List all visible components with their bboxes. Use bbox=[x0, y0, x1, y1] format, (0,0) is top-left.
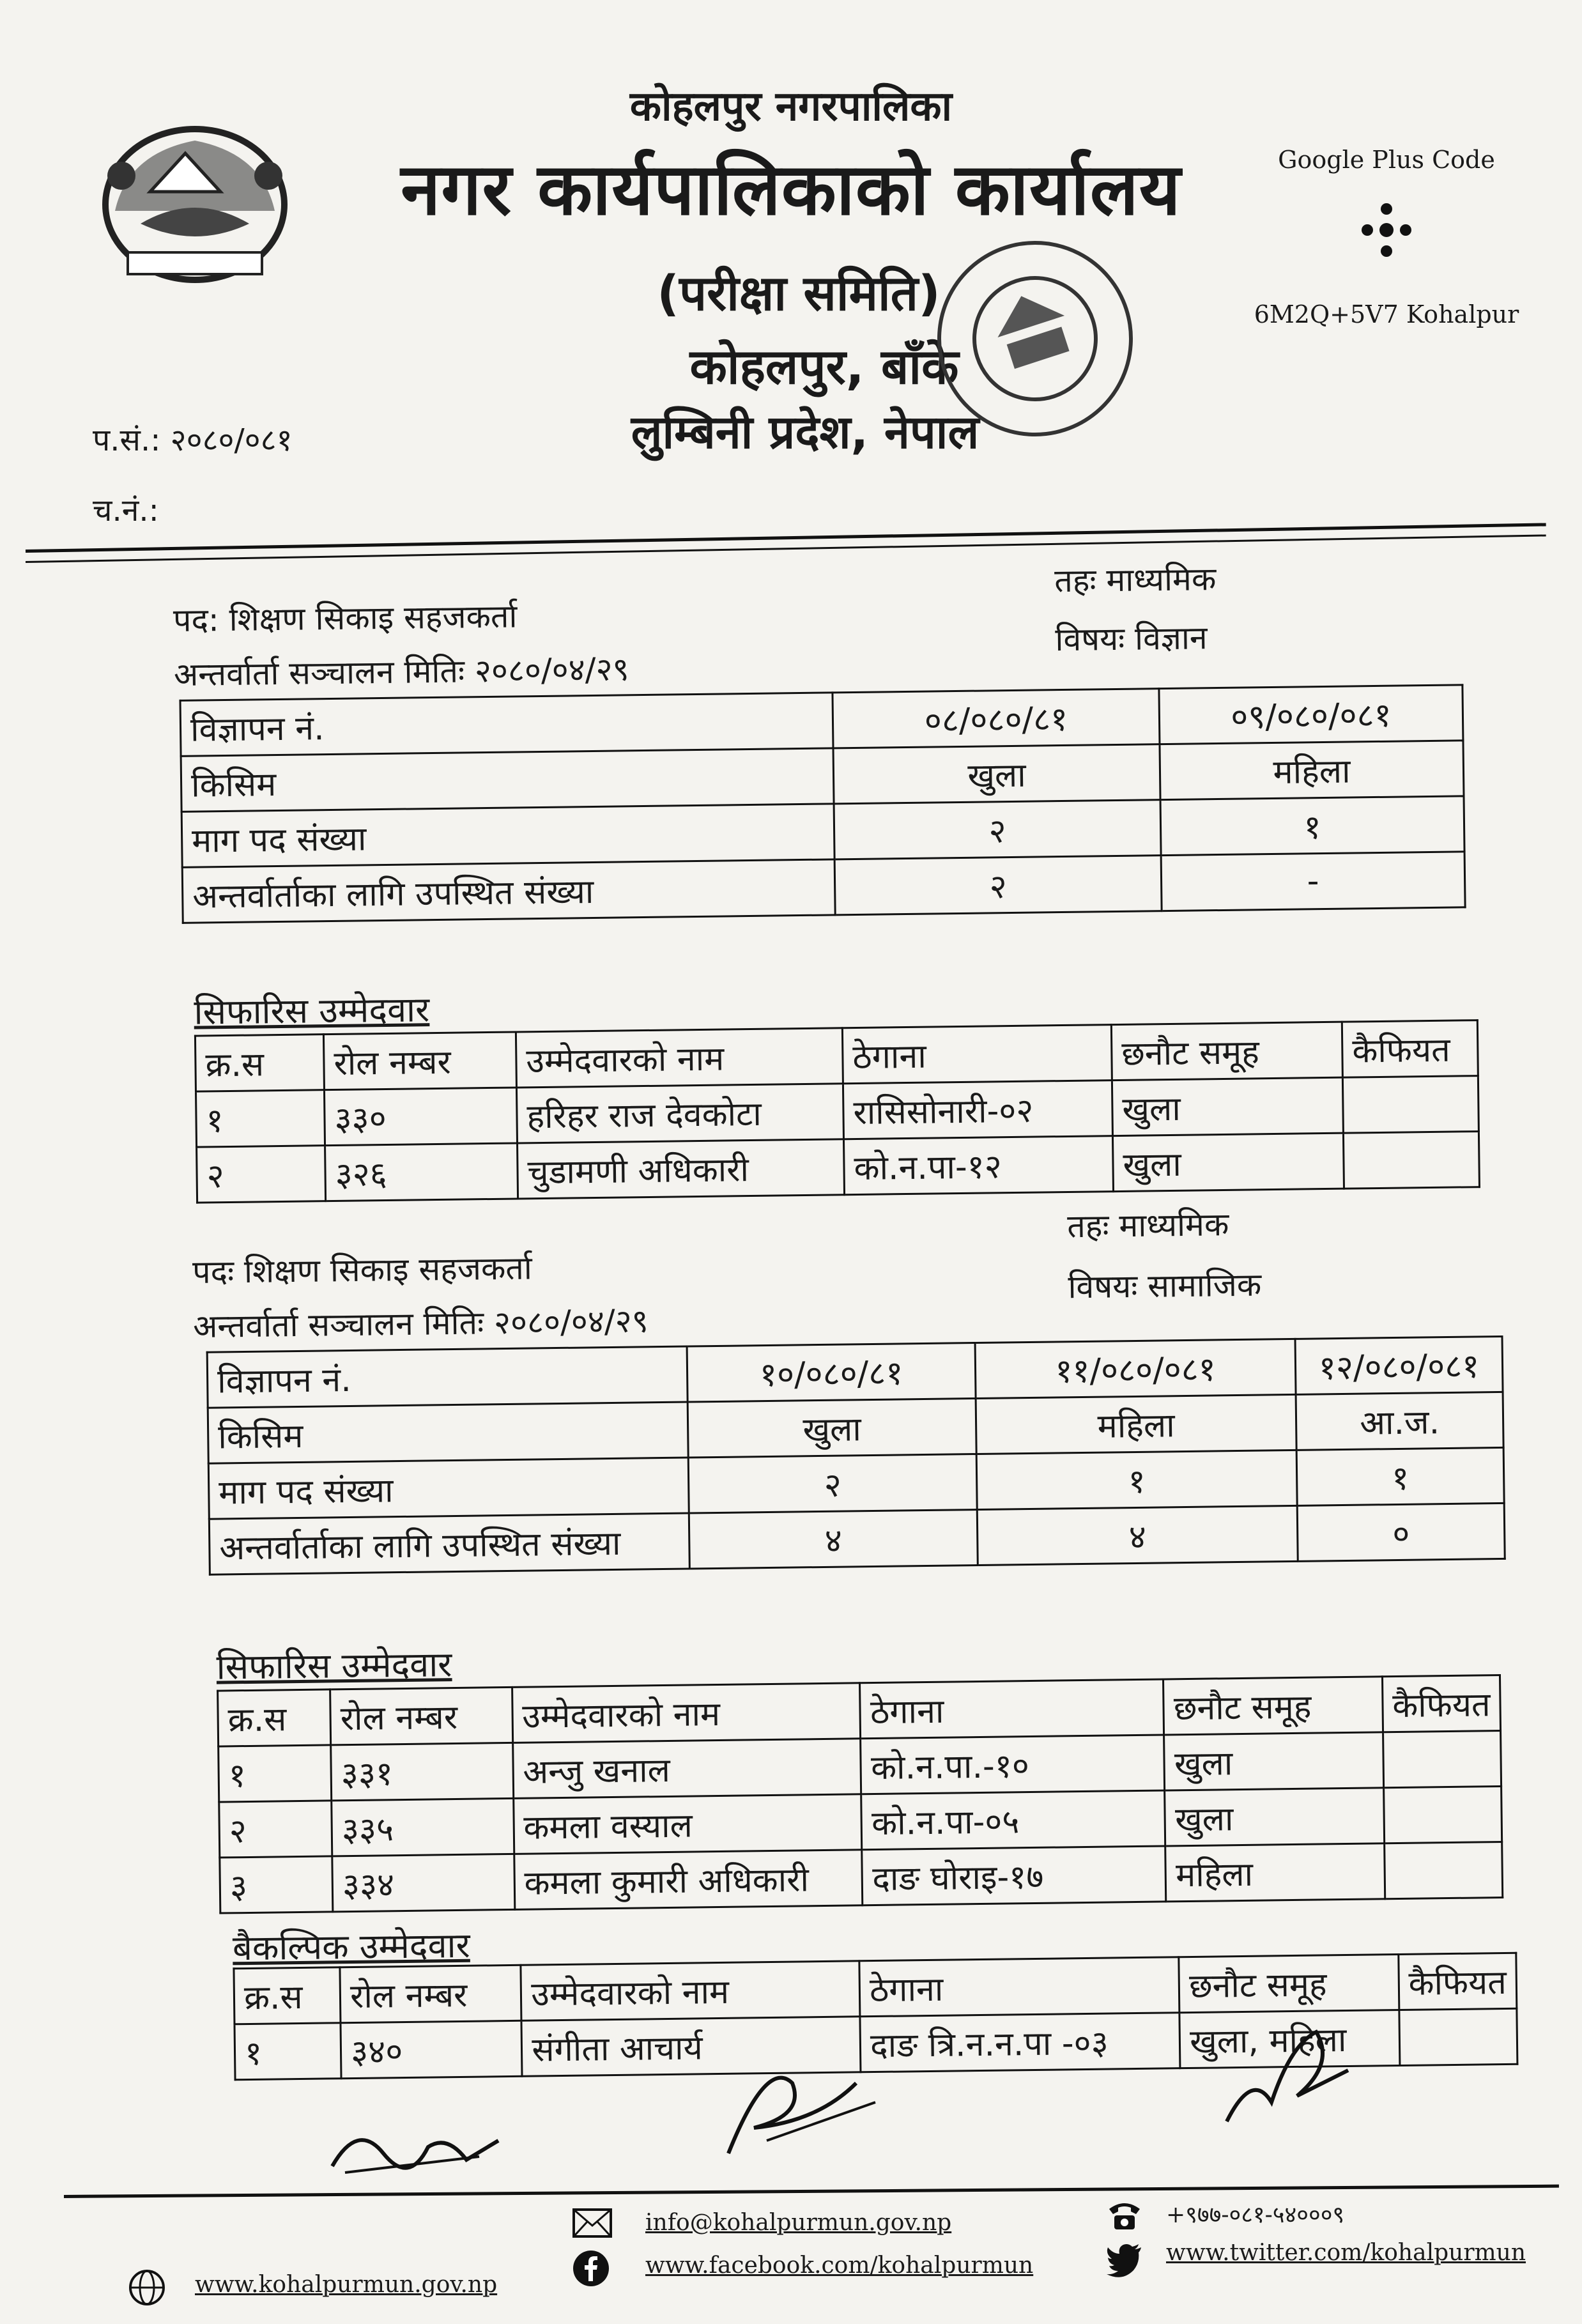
table-cell: २ bbox=[834, 800, 1161, 859]
column-header: क्र.स bbox=[195, 1035, 324, 1091]
recommended-heading: सिफारिस उम्मेदवार bbox=[194, 989, 430, 1033]
table-cell: ३२६ bbox=[325, 1143, 518, 1201]
table-cell: महिला bbox=[1160, 741, 1464, 800]
table-cell: खुला bbox=[1165, 1788, 1384, 1846]
column-header: कैफियत bbox=[1342, 1020, 1478, 1078]
website-link[interactable]: www.kohalpurmun.gov.np bbox=[195, 2272, 498, 2298]
column-header: उम्मेदवारको नाम bbox=[512, 1683, 861, 1743]
table-cell: १ bbox=[1296, 1447, 1504, 1505]
table-cell: ०८/०८०/८१ bbox=[833, 689, 1160, 748]
table-cell: ३३५ bbox=[332, 1798, 514, 1856]
interview-date: अन्तर्वार्ता सञ्चालन मितिः २०८०/०४/२९ bbox=[173, 650, 629, 693]
globe-icon bbox=[128, 2268, 166, 2307]
row-label: विज्ञापन नं. bbox=[180, 693, 833, 756]
email-link[interactable]: info@kohalpurmun.gov.np bbox=[645, 2210, 952, 2236]
province: लुम्बिनी प्रदेश, नेपाल bbox=[631, 405, 979, 459]
twitter-icon bbox=[1105, 2240, 1144, 2278]
mail-icon bbox=[572, 2208, 613, 2238]
column-header: ठेगाना bbox=[860, 1679, 1164, 1739]
reference-number: प.सं.: २०८०/०८१ bbox=[93, 422, 293, 458]
table-cell: खुला, महिला bbox=[1179, 2010, 1400, 2068]
facebook-link[interactable]: www.facebook.com/kohalpurmun bbox=[645, 2252, 1034, 2279]
google-plus-code-label: Google Plus Code bbox=[1278, 146, 1495, 174]
column-header: रोल नम्बर bbox=[323, 1032, 516, 1090]
table-cell: अन्जु खनाल bbox=[512, 1739, 861, 1799]
table-cell: खुला bbox=[833, 744, 1160, 804]
table-cell: रासिसोनारी-०२ bbox=[843, 1081, 1112, 1139]
table-cell bbox=[1399, 2008, 1517, 2065]
row-label: माग पद संख्या bbox=[208, 1458, 689, 1519]
column-header: रोल नम्बर bbox=[340, 1965, 521, 2022]
table-cell: ३४० bbox=[341, 2020, 522, 2078]
phone-number[interactable]: +९७७-०८१-५४०००९ bbox=[1166, 2202, 1345, 2228]
column-header: छनौट समूह bbox=[1163, 1677, 1383, 1735]
table-cell bbox=[1383, 1731, 1501, 1788]
committee-name: (परीक्षा समिति) bbox=[657, 265, 941, 321]
table-cell: महिला bbox=[976, 1394, 1296, 1454]
column-header: क्र.स bbox=[234, 1967, 341, 2024]
table-cell: दाङ घोराइ-१७ bbox=[862, 1846, 1166, 1905]
table-cell: खुला bbox=[1112, 1077, 1343, 1135]
column-header: कैफियत bbox=[1382, 1675, 1500, 1732]
facebook-icon bbox=[572, 2249, 610, 2288]
row-label: माग पद संख्या bbox=[181, 804, 834, 867]
google-plus-code: 6M2Q+5V7 Kohalpur bbox=[1254, 300, 1519, 328]
table-cell: चुडामणी अधिकारी bbox=[518, 1139, 845, 1199]
dispatch-number: च.नं.: bbox=[93, 493, 159, 528]
table-cell bbox=[1383, 1787, 1501, 1843]
row-label: अन्तर्वार्ताका लागि उपस्थित संख्या bbox=[209, 1513, 689, 1574]
table-cell: १ bbox=[219, 1745, 332, 1802]
subject: विषयः सामाजिक bbox=[1068, 1266, 1262, 1306]
subject: विषयः विज्ञान bbox=[1055, 619, 1208, 659]
table-cell: को.न.पा-१२ bbox=[843, 1136, 1113, 1195]
table-cell bbox=[1342, 1076, 1478, 1134]
column-header: ठेगाना bbox=[859, 1957, 1179, 2017]
row-label: किसिम bbox=[181, 748, 834, 812]
table-cell: ११/०८०/०८१ bbox=[975, 1339, 1296, 1398]
table-cell: १ bbox=[196, 1090, 325, 1147]
level: तहः माध्यमिक bbox=[1054, 560, 1217, 600]
vacancy-info-table bbox=[206, 1335, 1506, 1576]
table-cell: संगीता आचार्य bbox=[521, 2017, 861, 2076]
recommended-heading: सिफारिस उम्मेदवार bbox=[216, 1644, 452, 1688]
phone-icon bbox=[1105, 2195, 1144, 2233]
column-header: छनौट समूह bbox=[1179, 1955, 1399, 2013]
recommended-candidates-table bbox=[217, 1674, 1503, 1914]
table-cell: महिला bbox=[1165, 1843, 1385, 1902]
column-header: छनौट समूह bbox=[1111, 1022, 1342, 1080]
footer-divider bbox=[64, 2185, 1559, 2198]
table-cell: खुला bbox=[1164, 1732, 1383, 1790]
location: कोहलपुर, बाँके bbox=[689, 338, 959, 395]
table-cell: खुला bbox=[687, 1399, 976, 1458]
table-cell: कमला कुमारी अधिकारी bbox=[514, 1850, 863, 1910]
signature-icon bbox=[319, 2096, 511, 2185]
table-cell: २ bbox=[834, 856, 1162, 915]
signature-icon bbox=[690, 2045, 882, 2160]
table-cell: १ bbox=[976, 1450, 1297, 1509]
table-cell: दाङ त्रि.न.न.पा -०३ bbox=[860, 2013, 1180, 2072]
municipality-name: कोहलपुर नगरपालिका bbox=[629, 83, 953, 130]
row-label: विज्ञापन नं. bbox=[207, 1346, 687, 1408]
table-cell: को.न.पा-०५ bbox=[861, 1790, 1165, 1850]
column-header: रोल नम्बर bbox=[330, 1687, 513, 1744]
level: तहः माध्यमिक bbox=[1066, 1206, 1229, 1245]
column-header: उम्मेदवारको नाम bbox=[516, 1028, 843, 1088]
table-cell: खुला bbox=[1112, 1133, 1344, 1191]
column-header: क्र.स bbox=[218, 1689, 331, 1746]
recommended-candidates-table bbox=[194, 1019, 1480, 1204]
interview-date: अन्तर्वार्ता सञ्चालन मितिः २०८०/०४/२९ bbox=[192, 1302, 649, 1345]
table-cell: - bbox=[1161, 852, 1465, 911]
column-header: कैफियत bbox=[1398, 1953, 1516, 2010]
column-header: उम्मेदवारको नाम bbox=[521, 1961, 860, 2020]
post-title: पद: शिक्षण सिकाइ सहजकर्ता bbox=[173, 597, 518, 639]
table-cell: ० bbox=[1297, 1503, 1505, 1561]
table-cell: ३३४ bbox=[332, 1854, 515, 1911]
table-cell bbox=[1343, 1132, 1479, 1189]
office-name: नगर कार्यपालिकाको कार्यालय bbox=[401, 148, 1181, 231]
table-cell bbox=[1384, 1842, 1502, 1899]
vacancy-info-table bbox=[180, 684, 1466, 924]
table-cell: २ bbox=[688, 1454, 977, 1514]
table-cell: २ bbox=[219, 1801, 332, 1858]
table-cell: २ bbox=[197, 1146, 326, 1203]
google-plus-code-icon bbox=[1358, 201, 1415, 259]
twitter-link[interactable]: www.twitter.com/kohalpurmun bbox=[1166, 2240, 1526, 2266]
table-cell: ३३० bbox=[324, 1088, 517, 1146]
table-cell: ३ bbox=[220, 1856, 333, 1913]
table-cell: हरिहर राज देवकोटा bbox=[516, 1084, 843, 1143]
alternate-heading: बैकल्पिक उम्मेदवार bbox=[232, 1925, 470, 1969]
table-cell: १ bbox=[1160, 796, 1464, 856]
table-cell: १०/०८०/८१ bbox=[687, 1343, 976, 1403]
table-cell: आ.ज. bbox=[1296, 1392, 1503, 1450]
table-cell: ४ bbox=[689, 1510, 978, 1569]
section-science bbox=[173, 551, 1582, 1196]
table-cell: १२/०८०/०८१ bbox=[1295, 1336, 1503, 1394]
post-title: पदः शिक्षण सिकाइ सहजकर्ता bbox=[192, 1249, 533, 1291]
table-cell: ४ bbox=[977, 1505, 1298, 1565]
column-header: ठेगाना bbox=[842, 1025, 1112, 1084]
table-cell: ३३१ bbox=[331, 1743, 514, 1800]
table-cell: ०९/०८०/०८१ bbox=[1159, 685, 1463, 744]
row-label: अन्तर्वार्ताका लागि उपस्थित संख्या bbox=[182, 859, 835, 923]
table-cell: को.न.पा.-१० bbox=[861, 1735, 1165, 1794]
signature-icon bbox=[1214, 2006, 1367, 2134]
office-stamp-icon bbox=[914, 230, 1156, 447]
row-label: किसिम bbox=[208, 1402, 688, 1463]
table-cell: कमला वस्याल bbox=[513, 1794, 862, 1854]
table-cell: १ bbox=[234, 2023, 341, 2080]
